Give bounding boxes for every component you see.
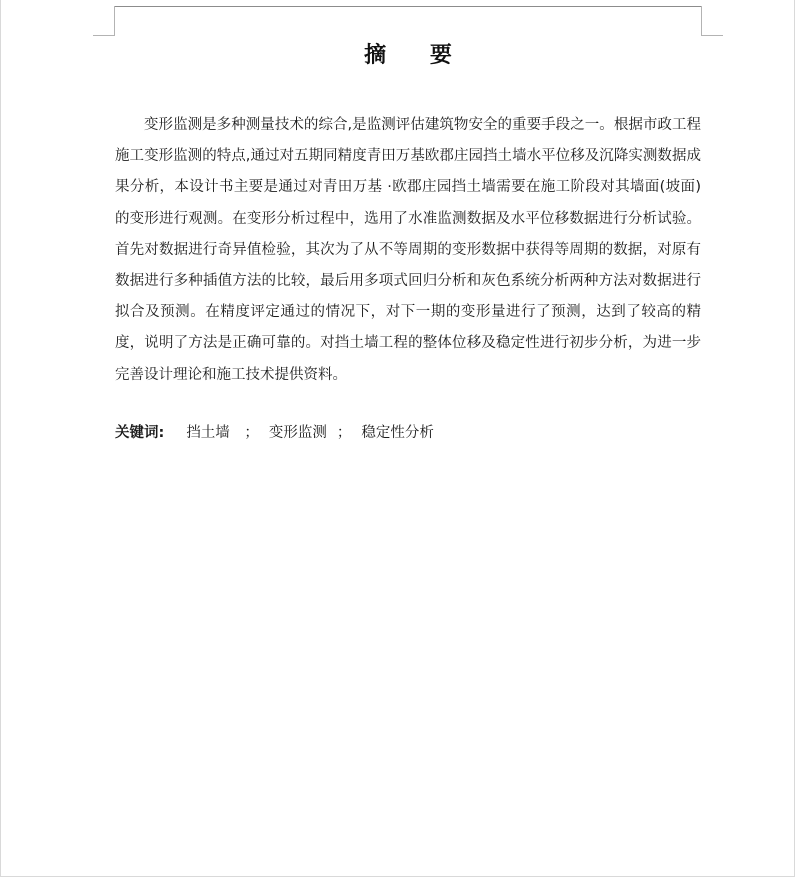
keyword-separator: ； (239, 425, 259, 441)
keyword-item: 变形监测 (268, 425, 327, 441)
crop-mark-top-left (93, 6, 115, 36)
header-rule (115, 6, 701, 7)
keywords-label: 关键词: (115, 425, 165, 441)
page-title: 摘 要 (364, 43, 470, 68)
keyword-item: 挡土墙 (186, 425, 230, 441)
keywords-line (115, 420, 701, 446)
keyword-separator: ； (336, 425, 352, 441)
keyword-item: 稳定性分析 (361, 425, 434, 441)
abstract-paragraph: 变形监测是多种测量技术的综合,是监测评估建筑物安全的重要手段之一。根据市政工程施工变形监测的特点,通过对五期同精度青田万基欧郡庄园挡土墙水平位移及沉降实测数据成果分析，本设计书主要是通过对青田万基 ·欧郡庄园挡土墙需要在施工阶段对其墙面(坡面)的变形进行观测。在变形分析过程中，选用了水准监测数据及水平位移数据进行分析试验。首先对数据进行奇异值检验，其次为了从不等周期的变形数据中获得等周期的数据，对原有数据进行多种插值方法的比较，最后用多项式回归分析和灰色系统分析两种方法对数据进行拟合及预测。在精度评定通过的情况下，对下一期的变形量进行了预测，达到了较高的精度，说明了方法是正确可靠的。对挡土墙工程的整体位移及稳定性进行初步分析，为进一步完善设计理论和施工技术提供资料。 (115, 117, 701, 383)
crop-mark-top-right (701, 6, 723, 36)
